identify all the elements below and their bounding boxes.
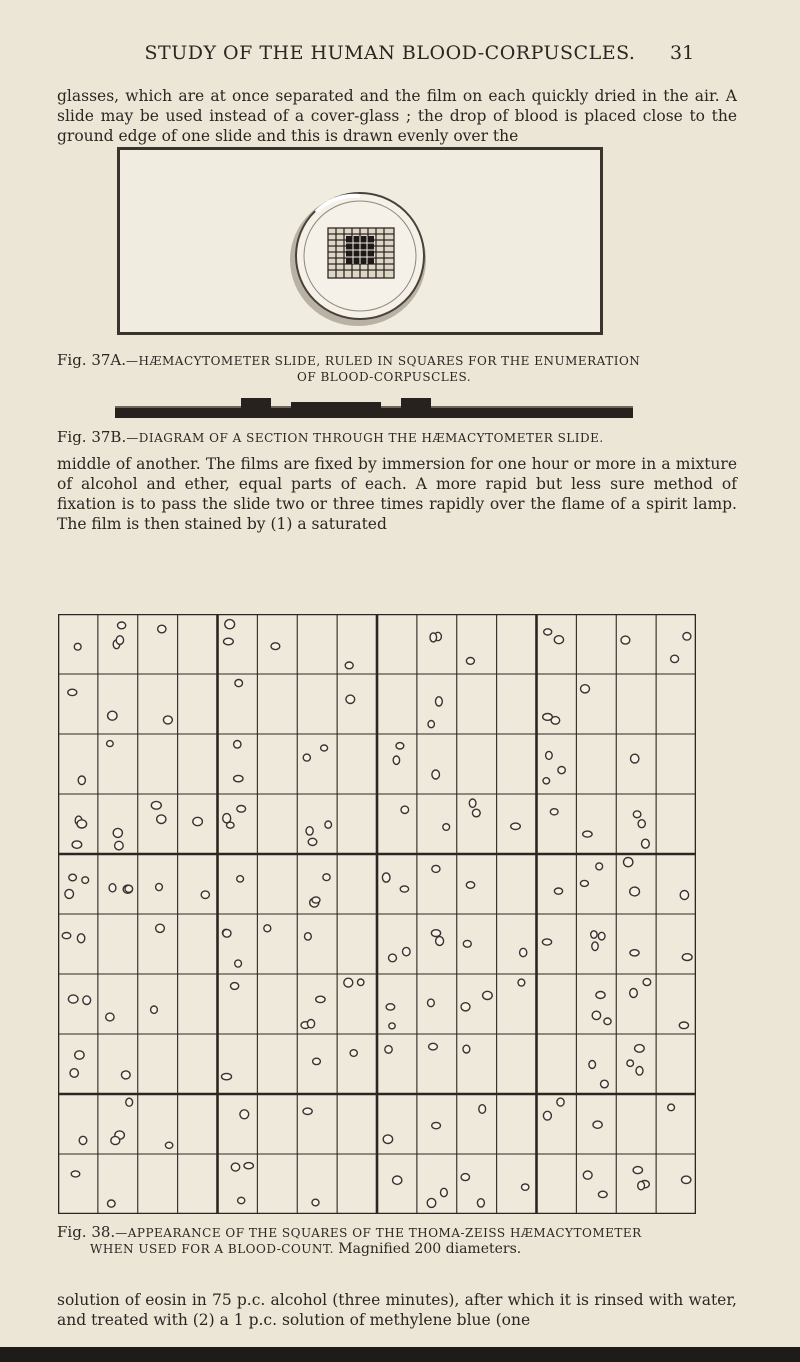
blood-corpuscle <box>151 1006 158 1013</box>
figure-37b-caption-text: —DIAGRAM OF A SECTION THROUGH THE HÆMACYTOMETER SLIDE. <box>126 431 604 445</box>
blood-corpuscle <box>346 695 355 703</box>
blood-corpuscle <box>65 889 74 898</box>
blood-corpuscle <box>428 999 435 1007</box>
blood-corpuscle <box>436 697 443 706</box>
blood-corpuscle <box>472 809 480 817</box>
figure-37b-number: Fig. 37B. <box>57 428 127 446</box>
blood-corpuscle <box>461 1003 470 1011</box>
blood-corpuscle <box>682 1176 691 1183</box>
page-number: 31 <box>670 42 695 64</box>
blood-corpuscle <box>520 948 527 956</box>
blood-corpuscle <box>234 775 243 781</box>
blood-corpuscle <box>592 942 598 951</box>
figure-38-magnification: Magnified 200 diameters. <box>338 1241 522 1257</box>
figure-38-caption-line2: WHEN USED FOR A BLOOD-COUNT. <box>90 1242 334 1256</box>
blood-corpuscle <box>554 636 563 644</box>
blood-corpuscle <box>479 1105 486 1114</box>
blood-corpuscle <box>312 897 320 903</box>
blood-corpuscle <box>682 954 692 961</box>
blood-corpuscle <box>75 1051 84 1059</box>
blood-corpuscle <box>642 839 650 848</box>
blood-corpuscle <box>593 1121 602 1128</box>
blood-corpuscle <box>201 891 209 899</box>
blood-corpuscle <box>436 937 444 946</box>
blood-corpuscle <box>543 714 553 721</box>
blood-corpuscle <box>431 930 440 937</box>
blood-corpuscle <box>116 636 123 645</box>
blood-corpuscle <box>231 1163 239 1171</box>
blood-corpuscle <box>596 863 603 870</box>
page-bottom-edge <box>0 1347 800 1362</box>
blood-corpuscle <box>621 636 630 644</box>
blood-corpuscle <box>227 822 235 828</box>
blood-corpuscle <box>74 643 81 650</box>
figure-37a-number: Fig. 37A. <box>57 351 127 369</box>
blood-corpuscle <box>635 1045 645 1053</box>
blood-corpuscle <box>78 776 85 785</box>
blood-corpuscle <box>312 1199 319 1206</box>
blood-corpuscle <box>305 933 312 940</box>
blood-corpuscle <box>82 877 89 884</box>
blood-corpuscle <box>235 960 242 967</box>
blood-corpuscle <box>403 947 411 955</box>
blood-corpuscle <box>400 886 408 892</box>
blood-corpuscle <box>264 925 271 932</box>
blood-corpuscle <box>307 1020 314 1028</box>
figure-37a-caption <box>57 352 737 385</box>
haemacytometer-squares-drawing <box>58 614 696 1214</box>
blood-corpuscle <box>469 799 476 807</box>
blood-corpuscle <box>225 620 235 629</box>
blood-corpuscle <box>483 991 493 999</box>
blood-corpuscle <box>106 1013 114 1021</box>
blood-corpuscle <box>70 1069 78 1078</box>
blood-corpuscle <box>244 1163 253 1169</box>
blood-corpuscle <box>306 827 313 835</box>
blood-corpuscle <box>385 1046 392 1054</box>
blood-corpuscle <box>358 979 364 986</box>
blood-corpuscle <box>193 817 203 825</box>
blood-corpuscle <box>583 831 592 837</box>
blood-corpuscle <box>382 873 390 882</box>
blood-corpuscle <box>591 931 597 938</box>
blood-corpuscle <box>113 828 122 837</box>
blood-corpuscle <box>321 745 328 751</box>
blood-corpuscle <box>237 806 246 813</box>
blood-corpuscle <box>671 655 679 662</box>
blood-corpuscle <box>636 1067 643 1076</box>
blood-corpuscle <box>111 1136 120 1144</box>
blood-corpuscle <box>624 858 633 867</box>
blood-corpuscle <box>393 756 399 764</box>
blood-corpuscle <box>68 995 78 1003</box>
figure-37a-caption-line1: —HÆMACYTOMETER SLIDE, RULED IN SQUARES FOR THE ENUMERATION <box>126 354 641 368</box>
blood-corpuscle <box>156 924 165 932</box>
blood-corpuscle <box>151 801 161 809</box>
blood-corpuscle <box>604 1018 611 1025</box>
blood-corpuscle <box>313 1058 321 1064</box>
blood-corpuscle <box>631 754 639 763</box>
blood-corpuscle <box>386 1004 395 1010</box>
blood-corpuscle <box>224 638 234 645</box>
blood-corpuscle <box>237 876 244 882</box>
blood-corpuscle <box>466 882 474 889</box>
figure-38-caption-line1: —APPEARANCE OF THE SQUARES OF THE THOMA-ZEISS HÆMACYTOMETER <box>115 1226 642 1240</box>
blood-corpuscle <box>125 885 133 892</box>
blood-corpuscle <box>308 838 317 845</box>
blood-corpuscle <box>344 978 353 987</box>
figure-37b-caption <box>57 429 737 446</box>
blood-corpuscle <box>581 685 590 693</box>
blood-corpuscle <box>350 1050 357 1057</box>
blood-corpuscle <box>222 1073 232 1079</box>
blood-corpuscle <box>598 932 605 940</box>
blood-corpuscle <box>316 996 325 1002</box>
blood-corpuscle <box>583 1171 592 1179</box>
blood-corpuscle <box>550 809 558 815</box>
blood-corpuscle <box>68 689 77 695</box>
blood-corpuscle <box>345 662 353 669</box>
blood-corpuscle <box>429 1043 438 1050</box>
haemacytometer-slide-drawing <box>120 150 600 332</box>
blood-corpuscle <box>558 767 565 774</box>
blood-corpuscle <box>389 1023 395 1029</box>
blood-corpuscle <box>79 1136 87 1144</box>
figure-37a-slide-illustration <box>117 147 603 335</box>
blood-corpuscle <box>432 770 440 779</box>
blood-corpuscle <box>121 1071 130 1079</box>
blood-corpuscle <box>389 954 397 962</box>
running-head: STUDY OF THE HUMAN BLOOD-CORPUSCLES. <box>144 42 636 64</box>
figure-38-grid <box>58 614 696 1218</box>
figure-38-number: Fig. 38. <box>57 1223 116 1241</box>
blood-corpuscle <box>630 950 639 956</box>
blood-corpuscle <box>522 1184 529 1190</box>
blood-corpuscle <box>156 883 163 890</box>
blood-corpuscle <box>518 979 525 986</box>
blood-corpuscle <box>441 1188 448 1196</box>
blood-corpuscle <box>238 1197 245 1203</box>
blood-corpuscle <box>463 1045 470 1053</box>
blood-corpuscle <box>643 979 651 986</box>
blood-corpuscle <box>223 814 231 823</box>
blood-corpuscle <box>466 658 474 665</box>
blood-corpuscle <box>62 933 71 939</box>
blood-corpuscle <box>72 841 82 848</box>
blood-corpuscle <box>511 823 521 829</box>
blood-corpuscle <box>554 888 562 894</box>
blood-corpuscle <box>323 874 330 881</box>
blood-corpuscle <box>432 1122 441 1128</box>
blood-corpuscle <box>107 741 114 747</box>
blood-corpuscle <box>240 1110 249 1119</box>
blood-corpuscle <box>303 754 310 761</box>
blood-corpuscle <box>303 1108 312 1114</box>
blood-corpuscle <box>589 1061 596 1069</box>
blood-corpuscle <box>77 820 87 828</box>
blood-corpuscle <box>158 625 166 633</box>
blood-corpuscle <box>633 1167 642 1174</box>
blood-corpuscle <box>383 1135 392 1144</box>
blood-corpuscle <box>234 741 241 749</box>
blood-corpuscle <box>396 743 404 749</box>
blood-corpuscle <box>598 1191 607 1197</box>
blood-corpuscle <box>325 821 332 828</box>
blood-corpuscle <box>430 633 437 642</box>
blood-corpuscle <box>108 711 117 720</box>
blood-corpuscle <box>638 820 645 828</box>
blood-corpuscle <box>630 989 638 998</box>
blood-corpuscle <box>427 1198 436 1207</box>
blood-corpuscle <box>235 680 243 687</box>
blood-corpuscle <box>108 1200 116 1207</box>
blood-corpuscle <box>77 934 84 943</box>
blood-corpuscle <box>231 983 239 990</box>
blood-corpuscle <box>543 778 550 784</box>
blood-corpuscle <box>461 1174 469 1181</box>
paragraph-1: glasses, which are at once separated and the film on each quickly dried in the air. A slide may be used instead of a cover-glass ; the drop of blood is placed close to the ground edge of one slide and this is drawn evenly over the <box>57 87 737 145</box>
blood-corpuscle <box>592 1011 600 1019</box>
blood-corpuscle <box>393 1176 402 1184</box>
paragraph-3: solution of eosin in 75 p.c. alcohol (three minutes), after which it is rinsed with water, and treated with (2) a 1 p.c. solution of methylene blue (one <box>57 1291 737 1329</box>
blood-corpuscle <box>680 891 688 900</box>
blood-corpuscle <box>271 643 280 650</box>
blood-corpuscle <box>83 996 91 1005</box>
blood-corpuscle <box>630 887 640 896</box>
blood-corpuscle <box>443 824 450 831</box>
blood-corpuscle <box>668 1104 675 1111</box>
figure-37a-caption-line2: OF BLOOD-CORPUSCLES. <box>297 370 472 384</box>
blood-corpuscle <box>543 1111 551 1120</box>
blood-corpuscle <box>118 622 126 629</box>
blood-corpuscle <box>557 1098 564 1106</box>
blood-corpuscle <box>627 1060 634 1066</box>
blood-corpuscle <box>109 884 116 892</box>
blood-corpuscle <box>126 1098 133 1106</box>
blood-corpuscle <box>542 939 551 945</box>
blood-corpuscle <box>428 721 434 728</box>
blood-corpuscle <box>638 1181 645 1189</box>
blood-corpuscle <box>157 815 166 824</box>
blood-corpuscle <box>71 1171 80 1177</box>
blood-corpuscle <box>115 841 124 850</box>
blood-corpuscle <box>165 1142 172 1148</box>
figure-38-caption <box>57 1224 737 1257</box>
blood-corpuscle <box>477 1199 484 1207</box>
blood-corpuscle <box>163 716 172 724</box>
blood-corpuscle <box>463 940 471 947</box>
blood-corpuscle <box>546 751 553 759</box>
figure-37b-section-diagram <box>115 396 635 422</box>
blood-corpuscle <box>580 880 588 886</box>
blood-corpuscle <box>683 633 691 641</box>
blood-corpuscle <box>596 992 605 999</box>
blood-corpuscle <box>544 629 552 635</box>
blood-corpuscle <box>69 874 77 881</box>
blood-corpuscle <box>679 1022 688 1029</box>
blood-corpuscle <box>633 811 641 818</box>
paragraph-2: middle of another. The films are fixed by immersion for one hour or more in a mixture of alcohol and ether, equal parts of each. A more rapid but less sure method of fixation is to pass the slide two or three times rapidly over the flame of a spirit lamp. The film is then stained by (1) a saturated <box>57 455 737 533</box>
blood-corpuscle <box>401 806 409 813</box>
blood-corpuscle <box>432 865 440 872</box>
blood-corpuscle <box>601 1080 609 1088</box>
blood-corpuscle <box>223 929 231 937</box>
